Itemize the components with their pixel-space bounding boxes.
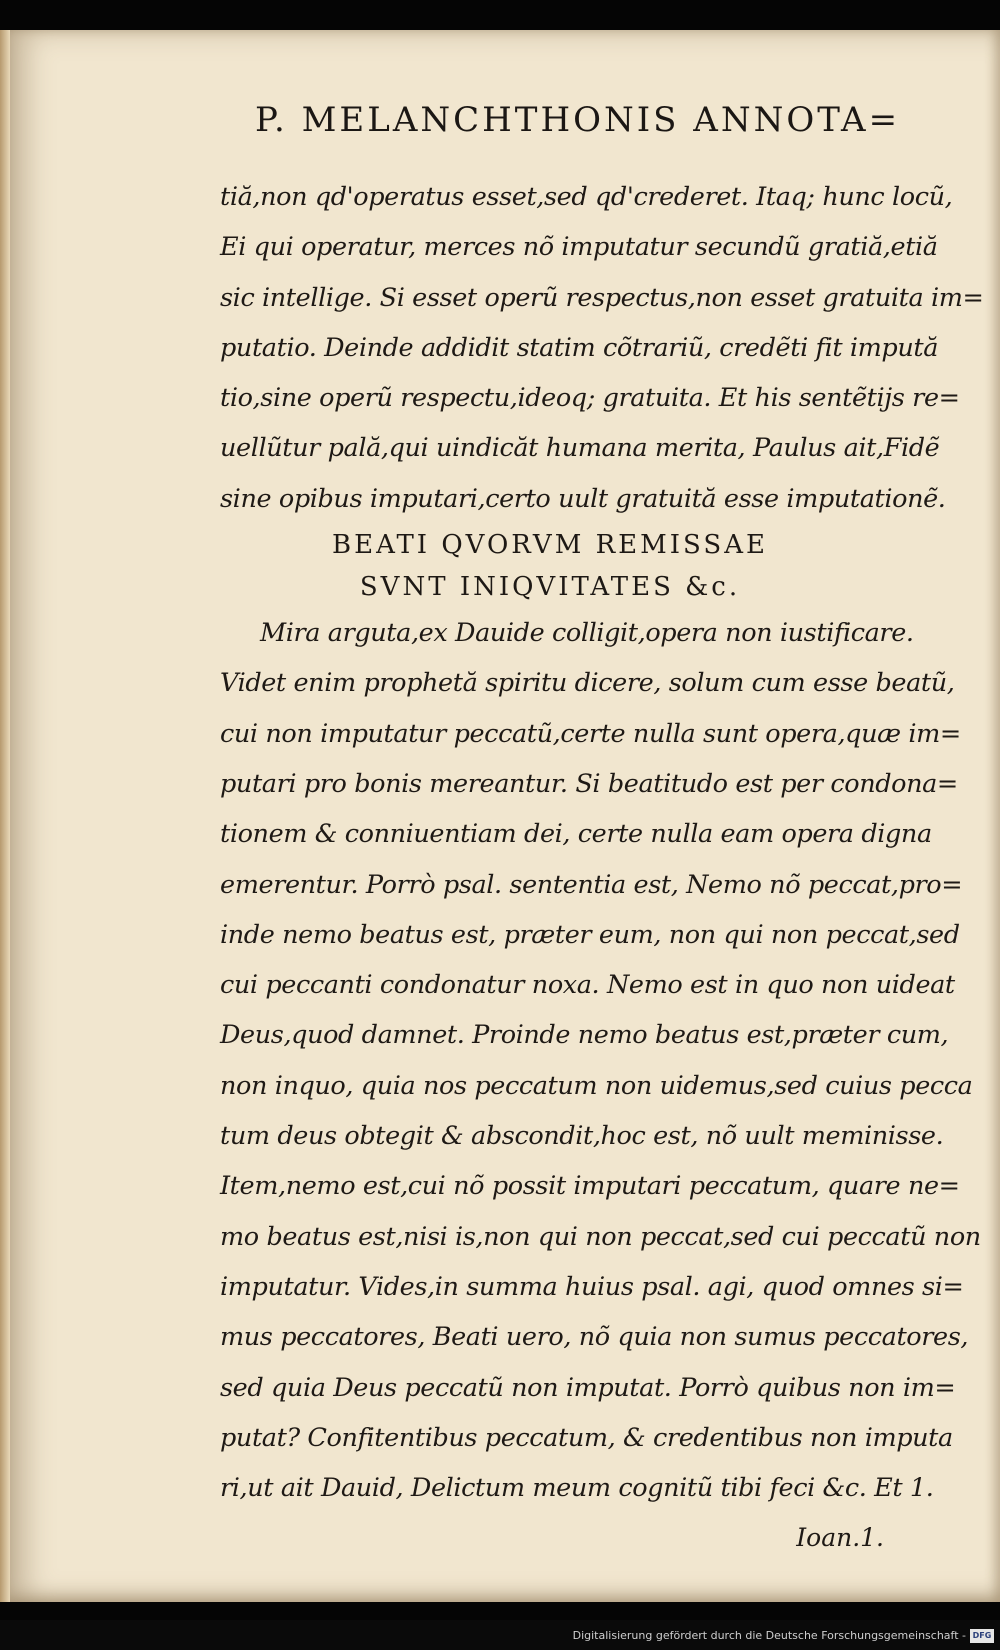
text-line: tum deus obtegit & abscondit,hoc est, nõ uult meminisse.: [220, 1121, 944, 1152]
text-body: [220, 172, 984, 1563]
section-heading: BEATI QVORVM REMISSAE: [332, 530, 768, 561]
section-heading: SVNT INIQVITATES &c.: [359, 572, 741, 603]
funding-credit: Digitalisierung gefördert durch die Deutsche Forschungsgemeinschaft -: [572, 1629, 966, 1642]
text-line: inde nemo beatus est, præter eum, non qui non peccat,sed: [220, 919, 960, 950]
text-line: tio,sine operũ respectu,ideoq; gratuita. Et his sentẽtijs re=: [220, 383, 960, 414]
text-line: putat? Confitentibus peccatum, & credentibus non imputa: [220, 1422, 953, 1453]
text-line: Deus,quod damnet. Proinde nemo beatus est,præter cum,: [220, 1020, 949, 1051]
text-line: uellũtur pală,qui uindicăt humana merita, Paulus ait,Fidẽ: [220, 433, 940, 464]
text-line: non inquo, quia nos peccatum non uidemus,sed cuius pecca: [220, 1070, 973, 1101]
text-line: sine opibus imputari,certo uult gratuită esse imputationẽ.: [220, 483, 946, 514]
text-line: ri,ut ait Dauid, Delictum meum cognitũ tibi feci &c. Et 1.: [220, 1473, 934, 1504]
text-line: Ei qui operatur, merces nõ imputatur secundũ gratiă,etiă: [220, 232, 938, 263]
running-head: P. MELANCHTHONIS ANNOTA=: [255, 100, 901, 140]
text-line: Item,nemo est,cui nõ possit imputari peccatum, quare ne=: [220, 1171, 960, 1202]
text-line: imputatur. Vides,in summa huius psal. agi, quod omnes si=: [220, 1271, 964, 1302]
text-line: sed quia Deus peccatũ non imputat. Porrò quibus non im=: [220, 1372, 956, 1403]
text-line: sic intellige. Si esset operũ respectus,non esset gratuita im=: [220, 282, 984, 313]
footer-bar: [0, 1620, 1000, 1650]
text-line: cui non imputatur peccatũ,certe nulla sunt opera,quæ im=: [220, 718, 961, 749]
text-line: Mira arguta,ex Dauide colligit,opera non iustificare.: [260, 618, 914, 649]
text-line: tionem & conniuentiam dei, certe nulla eam opera digna: [220, 819, 932, 850]
text-line: mo beatus est,nisi is,non qui non peccat,sed cui peccatũ non: [220, 1221, 981, 1252]
text-line: emerentur. Porrò psal. sententia est, Nemo nõ peccat,pro=: [220, 869, 963, 900]
text-line: Videt enim prophetă spiritu dicere, solum cum esse beatũ,: [220, 668, 955, 699]
page-binding-edge: [0, 30, 10, 1602]
text-line: cui peccanti condonatur noxa. Nemo est in quo non uideat: [220, 970, 955, 1001]
text-line: tiă,non qd'operatus esset,sed qd'crederet. Itaq; hunc locũ,: [220, 182, 953, 212]
text-line: mus peccatores, Beati uero, nõ quia non sumus peccatores,: [220, 1322, 969, 1353]
text-line: putatio. Deinde addidit statim cõtrariũ, credẽti fit impută: [220, 332, 939, 363]
text-line: putari pro bonis mereantur. Si beatitudo est per condona=: [220, 768, 958, 799]
catchword: Ioan.1.: [796, 1523, 884, 1553]
dfg-logo-icon: DFG: [970, 1629, 994, 1643]
